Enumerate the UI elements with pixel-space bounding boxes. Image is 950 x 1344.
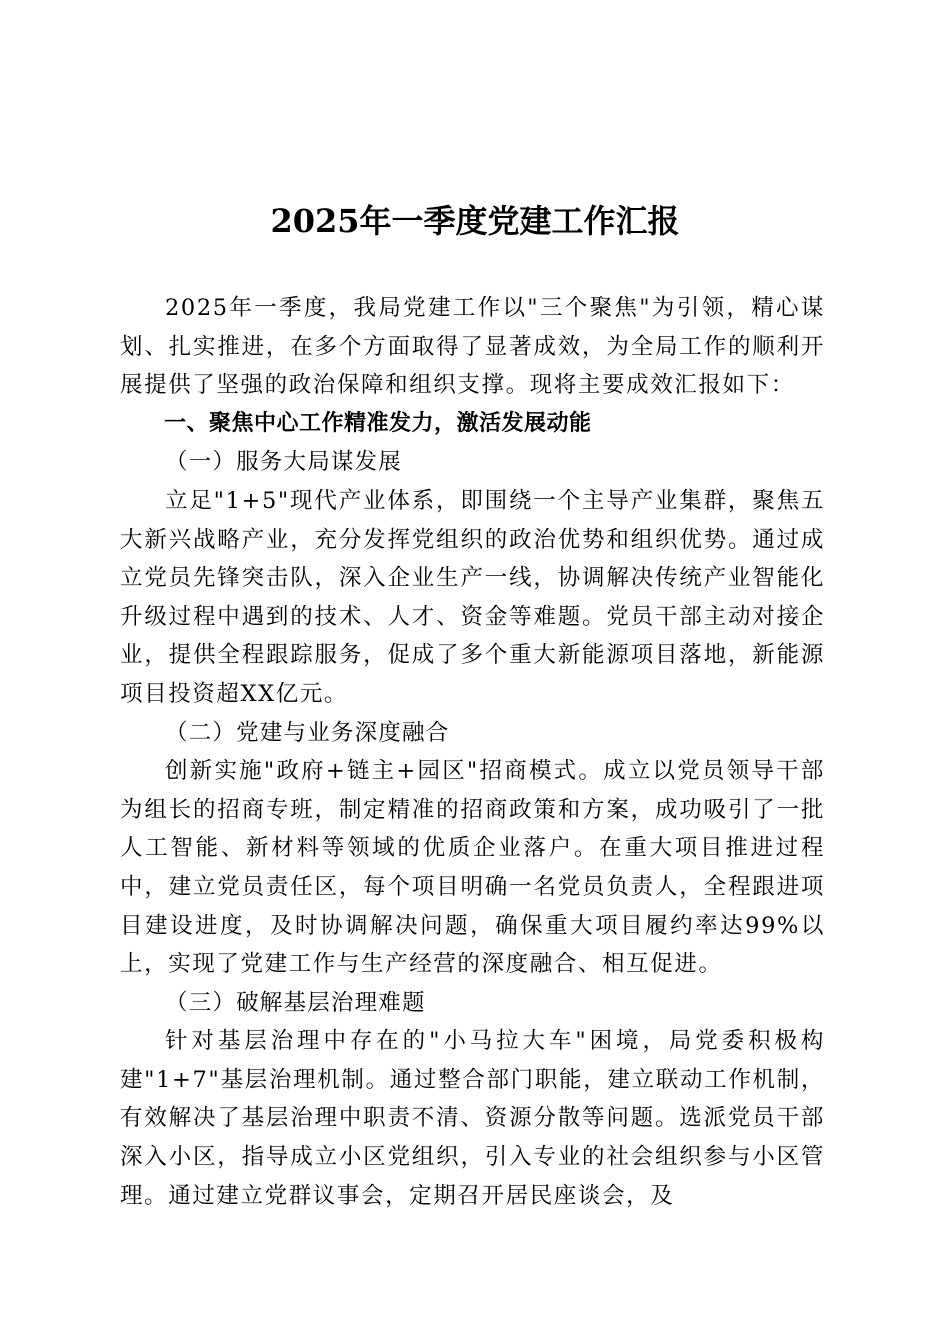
body-paragraph-3: 针对基层治理中存在的"小马拉大车"困境，局党委积极构建"1+7"基层治理机制。通过整合部门职能，建立联动工作机制，有效解决了基层治理中职责不清、资源分散等问题。选派党员干部深入小区，指导成立小区党组织，引入专业的社会组织参与小区管理。通过建立党群议事会，定期召开居民座谈会，及 — [120, 1028, 825, 1209]
subsection-heading-2: （二）党建与业务深度融合 — [165, 719, 450, 746]
document-title: 2025年一季度党建工作汇报 — [270, 202, 680, 240]
subsection-heading-3: （三）破解基层治理难题 — [165, 989, 426, 1016]
document-body — [120, 289, 825, 1215]
intro-paragraph: 2025年一季度，我局党建工作以"三个聚焦"为引领，精心谋划、扎实推进，在多个方面取得了显著成效，为全局工作的顺利开展提供了坚强的政治保障和组织支撑。现将主要成效汇报如下： — [120, 295, 825, 399]
body-paragraph-1: 立足"1+5"现代产业体系，即围绕一个主导产业集群，聚焦五大新兴战略产业，充分发挥党组织的政治优势和组织优势。通过成立党员先锋突击队，深入企业生产一线，协调解决传统产业智能化升级过程中遇到的技术、人才、资金等难题。党员干部主动对接企业，提供全程跟踪服务，促成了多个重大新能源项目落地，新能源项目投资超XX亿元。 — [120, 487, 825, 707]
section-heading-1: 一、聚焦中心工作精准发力，激活发展动能 — [164, 410, 592, 436]
subsection-heading-1: （一）服务大局谋发展 — [165, 449, 403, 476]
body-paragraph-2: 创新实施"政府+链主+园区"招商模式。成立以党员领导干部为组长的招商专班，制定精准的招商政策和方案，成功吸引了一批人工智能、新材料等领域的优质企业落户。在重大项目推进过程中，建立党员责任区，每个项目明确一名党员负责人，全程跟进项目建设进度，及时协调解决问题，确保重大项目履约率达99%以上，实现了党建工作与生产经营的深度融合、相互促进。 — [120, 758, 825, 978]
